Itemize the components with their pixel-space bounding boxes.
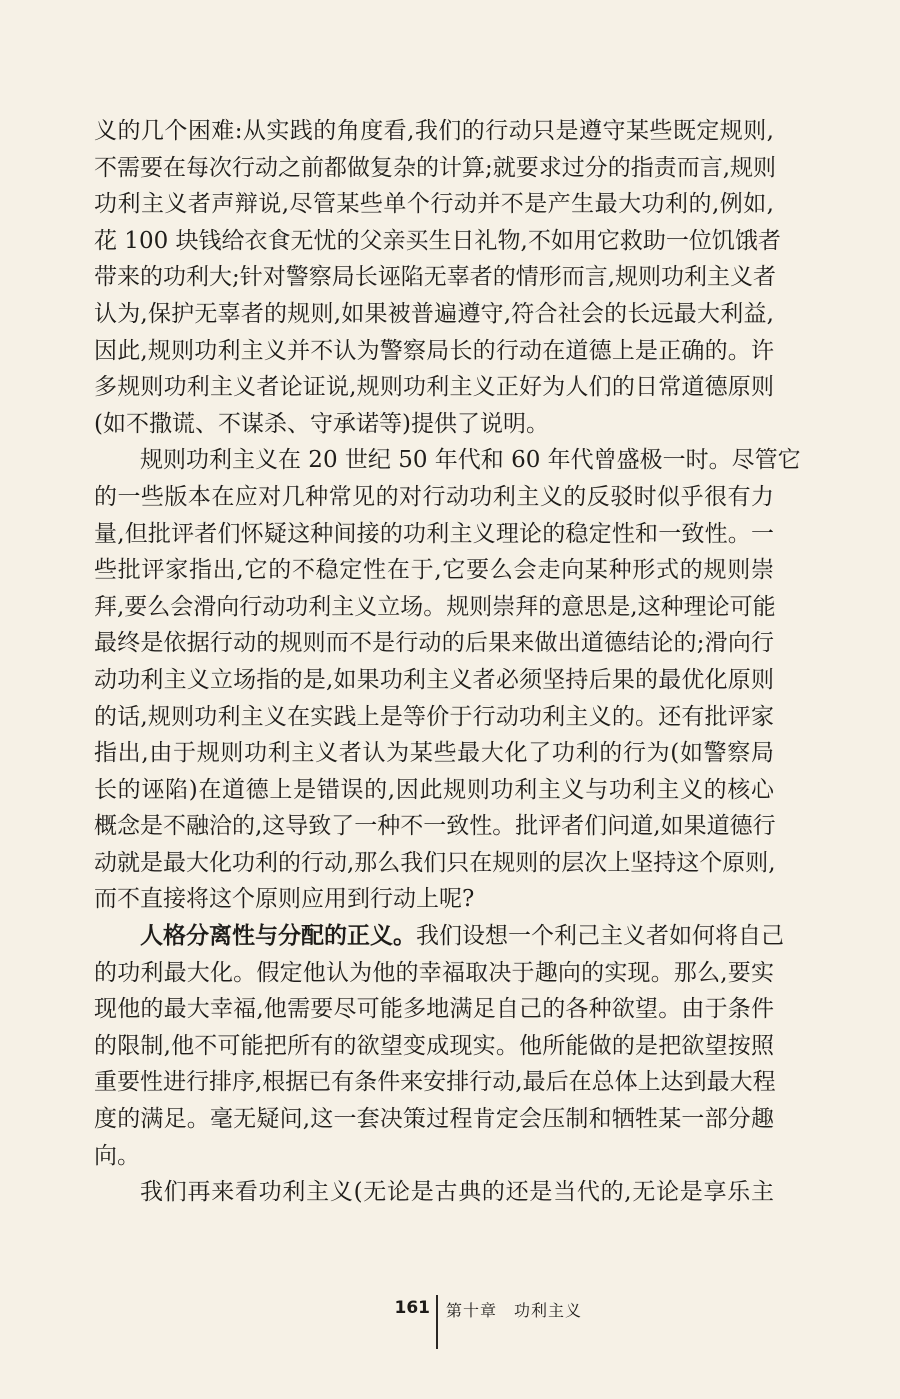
text-line: 花 100 块钱给衣食无忧的父亲买生日礼物,不如用它救助一位饥饿者	[94, 227, 781, 254]
text-line: 规则功利主义在 20 世纪 50 年代和 60 年代曾盛极一时。尽管它	[140, 447, 801, 474]
footer-divider	[436, 1295, 438, 1349]
text-line: (如不撒谎、不谋杀、守承诺等)提供了说明。	[94, 410, 549, 437]
text-line: 功利主义者声辩说,尽管某些单个行动并不是产生最大功利的,例如,	[94, 191, 774, 218]
text-line: 重要性进行排序,根据已有条件来安排行动,最后在总体上达到最大程	[94, 1069, 776, 1096]
text-line: 的话,规则功利主义在实践上是等价于行动功利主义的。还有批评家	[94, 703, 774, 730]
text-line: 动就是最大化功利的行动,那么我们只在规则的层次上坚持这个原则,	[94, 849, 776, 876]
text-line: 认为,保护无辜者的规则,如果被普遍遵守,符合社会的长远最大利益,	[94, 300, 774, 327]
text-line: 最终是依据行动的规则而不是行动的后果来做出道德结论的;滑向行	[94, 630, 774, 657]
text-line: 因此,规则功利主义并不认为警察局长的行动在道德上是正确的。许	[94, 337, 774, 364]
text-line: 量,但批评者们怀疑这种间接的功利主义理论的稳定性和一致性。一	[94, 520, 774, 547]
text-line: 现他的最大幸福,他需要尽可能多地满足自己的各种欲望。由于条件	[94, 996, 774, 1023]
text-line: 度的满足。毫无疑问,这一套决策过程肯定会压制和牺牲某一部分趣	[94, 1106, 774, 1133]
text-line: 的限制,他不可能把所有的欲望变成现实。他所能做的是把欲望按照	[94, 1032, 774, 1059]
text-line: 向。	[94, 1142, 140, 1169]
text-line: 我们再来看功利主义(无论是古典的还是当代的,无论是享乐主	[140, 1179, 774, 1206]
page-number: 161	[394, 1298, 430, 1318]
text-line: 指出,由于规则功利主义者认为某些最大化了功利的行为(如警察局	[94, 740, 774, 767]
text-line: 的一些版本在应对几种常见的对行动功利主义的反驳时似乎很有力	[94, 483, 774, 510]
text-line: 拜,要么会滑向行动功利主义立场。规则崇拜的意思是,这种理论可能	[94, 593, 776, 620]
text-line: 些批评家指出,它的不稳定性在于,它要么会走向某种形式的规则崇	[94, 557, 774, 584]
text-line: 动功利主义立场指的是,如果功利主义者必须坚持后果的最优化原则	[94, 666, 774, 693]
text-line: 多规则功利主义者论证说,规则功利主义正好为人们的日常道德原则	[94, 374, 774, 401]
text-run: 我们设想一个利己主义者如何将自己	[416, 923, 784, 950]
text-line	[94, 918, 784, 955]
text-line: 带来的功利大;针对警察局长诬陷无辜者的情形而言,规则功利主义者	[94, 264, 777, 291]
text-line: 的功利最大化。假定他认为他的幸福取决于趣向的实现。那么,要实	[94, 959, 774, 986]
text-line: 长的诬陷)在道德上是错误的,因此规则功利主义与功利主义的核心	[94, 776, 774, 803]
page-footer	[0, 1295, 900, 1355]
text-line: 而不直接将这个原则应用到行动上呢?	[94, 886, 475, 913]
text-line: 义的几个困难:从实践的角度看,我们的行动只是遵守某些既定规则,	[94, 118, 774, 144]
running-chapter-title: 第十章 功利主义	[446, 1301, 583, 1320]
body-text	[94, 113, 801, 1211]
section-heading: 人格分离性与分配的正义。	[140, 922, 416, 950]
text-line: 不需要在每次行动之前都做复杂的计算;就要求过分的指责而言,规则	[94, 154, 777, 181]
text-line: 概念是不融洽的,这导致了一种不一致性。批评者们问道,如果道德行	[94, 813, 776, 840]
